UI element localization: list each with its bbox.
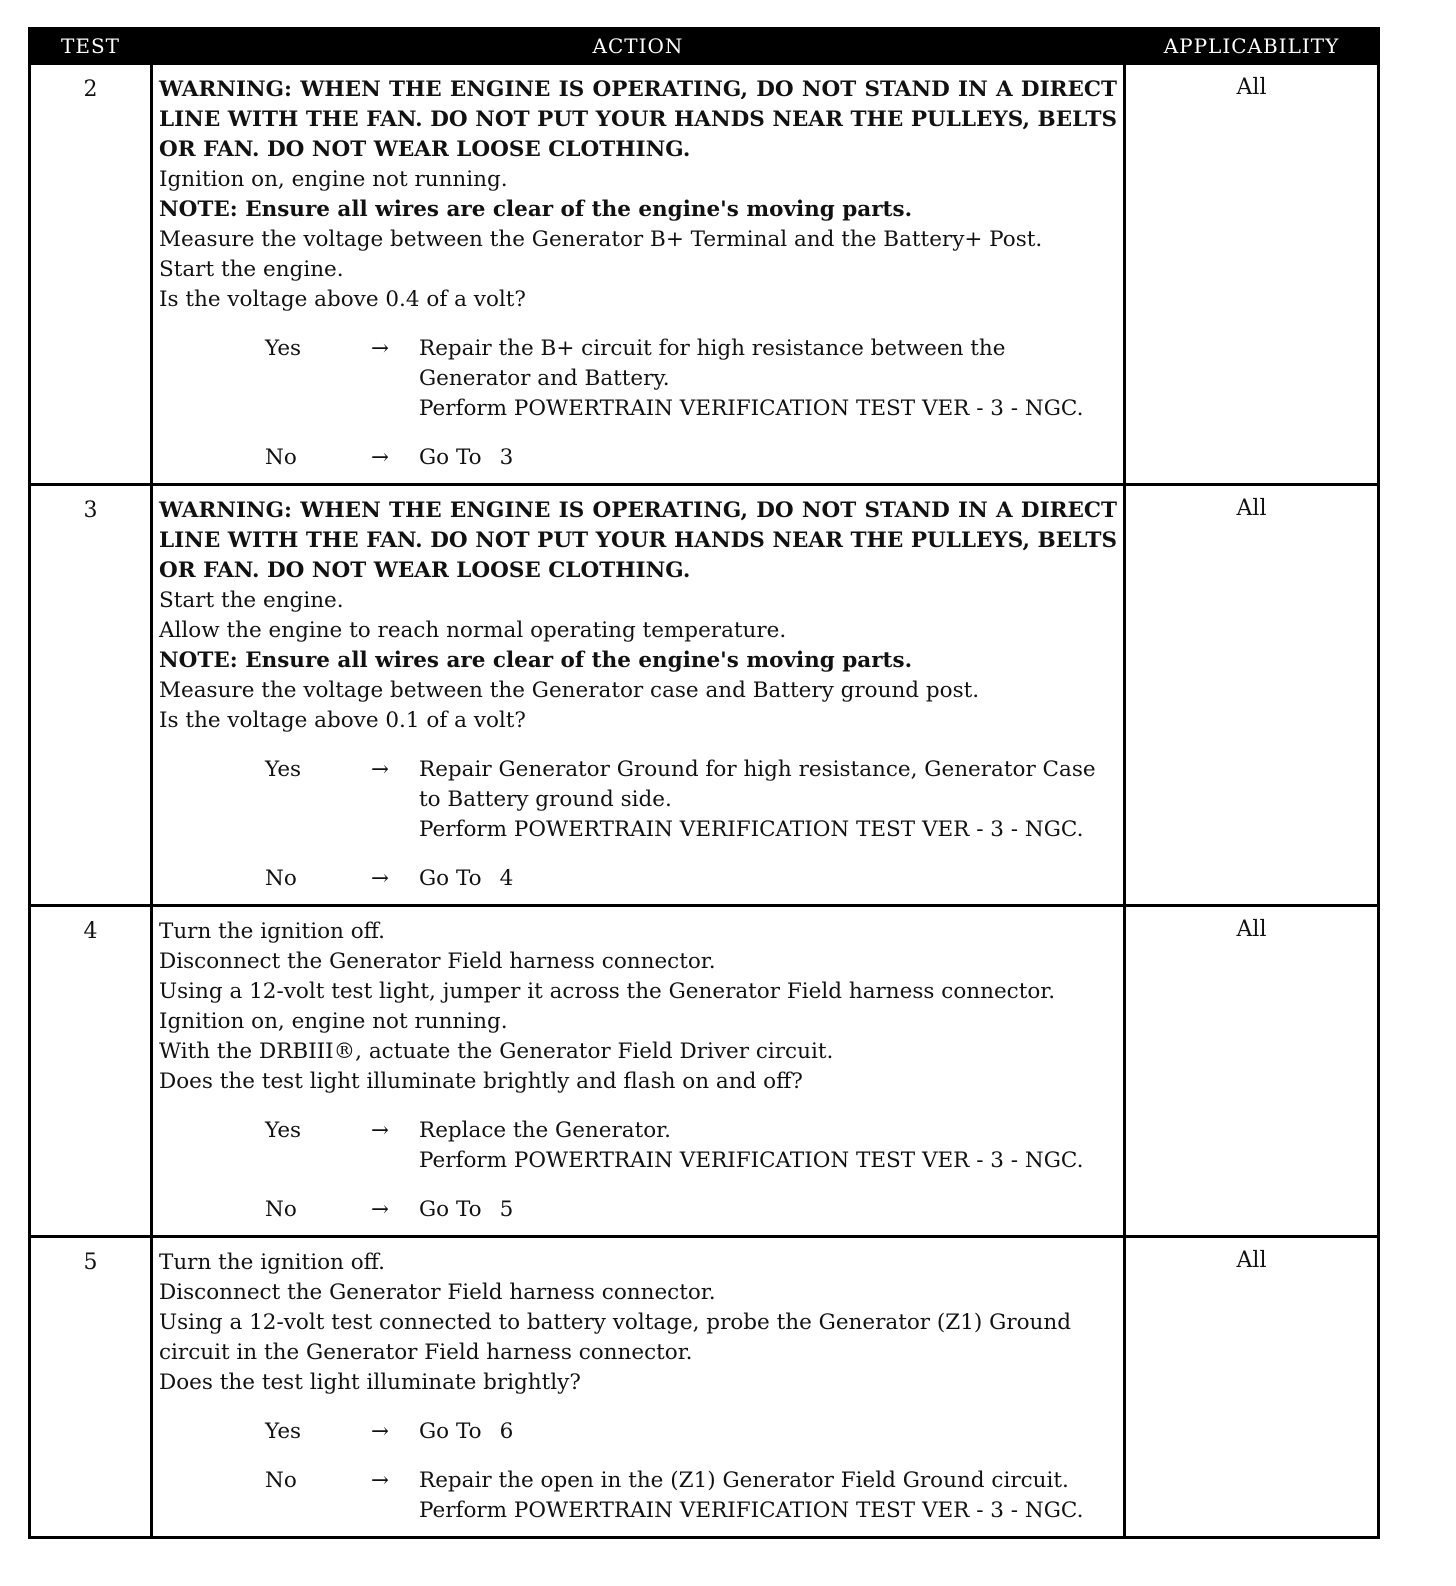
result-line: Perform POWERTRAIN VERIFICATION TEST VER - 3 - NGC.: [419, 817, 1084, 842]
step-line: Ignition on, engine not running.: [159, 1009, 508, 1034]
action-cell: [150, 907, 1126, 1235]
step-line: Measure the voltage between the Generator case and Battery ground post.: [159, 678, 980, 703]
yes-branch: [159, 1417, 1117, 1447]
goto-text: Go To: [419, 866, 482, 891]
goto-text: Go To: [419, 1197, 482, 1222]
table-row: [31, 904, 1377, 1235]
step-line: With the DRBIII®, actuate the Generator Field Driver circuit.: [159, 1039, 834, 1064]
yes-label: Yes: [265, 757, 302, 782]
no-branch: [159, 443, 1117, 473]
no-result: [419, 864, 1117, 894]
header-applicability: APPLICABILITY: [1163, 34, 1340, 58]
no-branch: [159, 1466, 1117, 1526]
result-line: Perform POWERTRAIN VERIFICATION TEST VER - 3 - NGC.: [419, 1148, 1084, 1173]
yes-result: [419, 1116, 1117, 1176]
arrow-icon: →: [371, 336, 390, 361]
result-line: Repair the open in the (Z1) Generator Field Ground circuit.: [419, 1468, 1069, 1493]
table-row: [31, 483, 1377, 904]
step-line: Ignition on, engine not running.: [159, 167, 508, 192]
no-label: No: [265, 866, 297, 891]
applicability-cell: All: [1236, 75, 1267, 100]
applicability-cell: All: [1236, 917, 1267, 942]
yes-label: Yes: [265, 336, 302, 361]
step-line: Turn the ignition off.: [159, 1250, 385, 1275]
no-label: No: [265, 1197, 297, 1222]
test-number: 2: [83, 77, 98, 102]
step-line: Disconnect the Generator Field harness connector.: [159, 949, 716, 974]
note-line: NOTE: Ensure all wires are clear of the engine's moving parts.: [159, 197, 913, 222]
step-line: Start the engine.: [159, 588, 344, 613]
header-action: ACTION: [592, 34, 684, 58]
table-row: [31, 1235, 1377, 1536]
warning-text: WARNING: WHEN THE ENGINE IS OPERATING, DO NOT STAND IN A DIRECT LINE WITH THE FAN. DO NOT PUT YOUR HANDS NEAR THE PULLEYS, BELTS OR FAN. DO NOT WEAR LOOSE CLOTHING.: [159, 77, 1117, 162]
arrow-icon: →: [371, 1419, 390, 1444]
step-line: Disconnect the Generator Field harness connector.: [159, 1280, 716, 1305]
goto-text: Go To: [419, 1419, 482, 1444]
arrow-icon: →: [371, 1197, 390, 1222]
result-line: Perform POWERTRAIN VERIFICATION TEST VER - 3 - NGC.: [419, 1498, 1084, 1523]
no-branch: [159, 1195, 1117, 1225]
yes-result: [419, 334, 1117, 424]
arrow-icon: →: [371, 757, 390, 782]
arrow-icon: →: [371, 866, 390, 891]
test-number: 4: [83, 919, 98, 944]
action-cell: [150, 65, 1126, 483]
goto-text: Go To: [419, 445, 482, 470]
diagnostic-table: [28, 27, 1380, 1539]
table-row: [31, 62, 1377, 483]
no-label: No: [265, 445, 297, 470]
step-line: Measure the voltage between the Generator B+ Terminal and the Battery+ Post.: [159, 227, 1043, 252]
action-cell: [150, 1238, 1126, 1536]
yes-branch: [159, 755, 1117, 845]
yes-result: [419, 755, 1117, 845]
warning-text: WARNING: WHEN THE ENGINE IS OPERATING, DO NOT STAND IN A DIRECT LINE WITH THE FAN. DO NOT PUT YOUR HANDS NEAR THE PULLEYS, BELTS OR FAN. DO NOT WEAR LOOSE CLOTHING.: [159, 498, 1117, 583]
yes-branch: [159, 1116, 1117, 1176]
no-branch: [159, 864, 1117, 894]
yes-label: Yes: [265, 1419, 302, 1444]
action-cell: [150, 486, 1126, 904]
arrow-icon: →: [371, 1118, 390, 1143]
step-line: Start the engine.: [159, 257, 344, 282]
no-result: [419, 1466, 1117, 1526]
question-line: Is the voltage above 0.4 of a volt?: [159, 287, 526, 312]
result-line: Perform POWERTRAIN VERIFICATION TEST VER - 3 - NGC.: [419, 396, 1084, 421]
question-line: Is the voltage above 0.1 of a volt?: [159, 708, 526, 733]
step-line: Turn the ignition off.: [159, 919, 385, 944]
goto-number: 3: [499, 445, 514, 470]
applicability-cell: All: [1236, 1248, 1267, 1273]
yes-branch: [159, 334, 1117, 424]
question-line: Does the test light illuminate brightly and flash on and off?: [159, 1069, 803, 1094]
step-line: Allow the engine to reach normal operating temperature.: [159, 618, 787, 643]
test-number: 3: [83, 498, 98, 523]
no-result: [419, 443, 1117, 473]
note-line: NOTE: Ensure all wires are clear of the engine's moving parts.: [159, 648, 913, 673]
step-line: Using a 12-volt test light, jumper it across the Generator Field harness connector.: [159, 979, 1056, 1004]
arrow-icon: →: [371, 445, 390, 470]
result-line: Replace the Generator.: [419, 1118, 671, 1143]
goto-number: 4: [499, 866, 514, 891]
result-line: Repair Generator Ground for high resistance, Generator Case to Battery ground side.: [419, 757, 1096, 812]
test-number: 5: [83, 1250, 98, 1275]
yes-result: [419, 1417, 1117, 1447]
no-label: No: [265, 1468, 297, 1493]
arrow-icon: →: [371, 1468, 390, 1493]
header-test: TEST: [61, 34, 120, 58]
goto-number: 6: [499, 1419, 514, 1444]
step-line: Using a 12-volt test connected to battery voltage, probe the Generator (Z1) Ground circuit in the Generator Field harness connector.: [159, 1310, 1071, 1365]
applicability-cell: All: [1236, 496, 1267, 521]
goto-number: 5: [499, 1197, 514, 1222]
table-header: [31, 30, 1377, 62]
question-line: Does the test light illuminate brightly?: [159, 1370, 581, 1395]
result-line: Repair the B+ circuit for high resistance between the Generator and Battery.: [419, 336, 1006, 391]
yes-label: Yes: [265, 1118, 302, 1143]
no-result: [419, 1195, 1117, 1225]
